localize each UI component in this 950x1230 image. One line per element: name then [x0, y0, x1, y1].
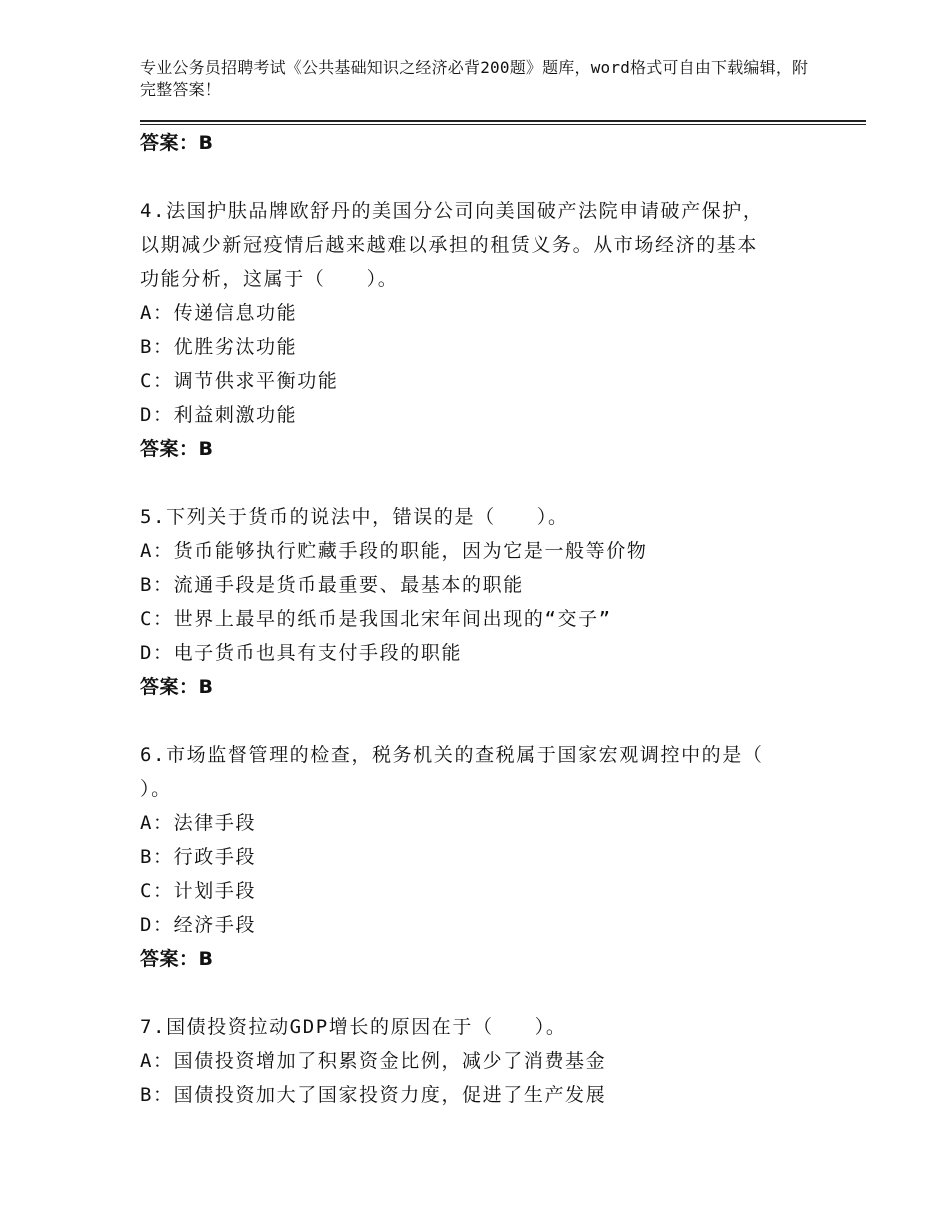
question-stem: 7.国债投资拉动GDP增长的原因在于（ ）。	[140, 1016, 567, 1038]
option-b: B：流通手段是货币最重要、最基本的职能	[140, 574, 524, 596]
header-divider-thin	[140, 124, 866, 125]
option-b: B：行政手段	[140, 846, 257, 868]
question-stem: 5.下列关于货币的说法中，错误的是（ ）。	[140, 506, 569, 528]
question-4	[140, 194, 820, 466]
option-c: C：世界上最早的纸币是我国北宋年间出现的“交子”	[140, 608, 612, 630]
question-6	[140, 738, 820, 976]
question-list	[140, 126, 820, 1112]
option-d: D：利益刺激功能	[140, 404, 298, 426]
answer-label: 答案：B	[140, 948, 214, 970]
option-a: A：国债投资增加了积累资金比例，减少了消费基金	[140, 1050, 607, 1072]
question-stem: 4.法国护肤品牌欧舒丹的美国分公司向美国破产法院申请破产保护，	[140, 200, 764, 222]
option-a: A：法律手段	[140, 812, 257, 834]
question-5	[140, 500, 820, 704]
option-b: B：优胜劣汰功能	[140, 336, 298, 358]
answer-label: 答案：B	[140, 438, 214, 460]
question-stem: ）。	[140, 778, 172, 800]
page-header: 专业公务员招聘考试《公共基础知识之经济必背200题》题库，word格式可自由下载编辑，附完整答案！	[140, 58, 809, 99]
option-d: D：经济手段	[140, 914, 257, 936]
option-c: C：计划手段	[140, 880, 257, 902]
option-d: D：电子货币也具有支付手段的职能	[140, 642, 463, 664]
option-c: C：调节供求平衡功能	[140, 370, 339, 392]
question-stem: 功能分析，这属于（ ）。	[140, 268, 399, 290]
question-7	[140, 1010, 820, 1112]
question-stem: 6.市场监督管理的检查，税务机关的查税属于国家宏观调控中的是（	[140, 744, 764, 766]
header-divider	[140, 120, 866, 122]
question-stem: 以期减少新冠疫情后越来越难以承担的租赁义务。从市场经济的基本	[140, 234, 759, 256]
option-b: B：国债投资加大了国家投资力度，促进了生产发展	[140, 1084, 607, 1106]
option-a: A：传递信息功能	[140, 302, 298, 324]
answer-label: 答案：B	[140, 676, 214, 698]
answer-label: 答案：B	[140, 132, 214, 154]
option-a: A：货币能够执行贮藏手段的职能，因为它是一般等价物	[140, 540, 648, 562]
